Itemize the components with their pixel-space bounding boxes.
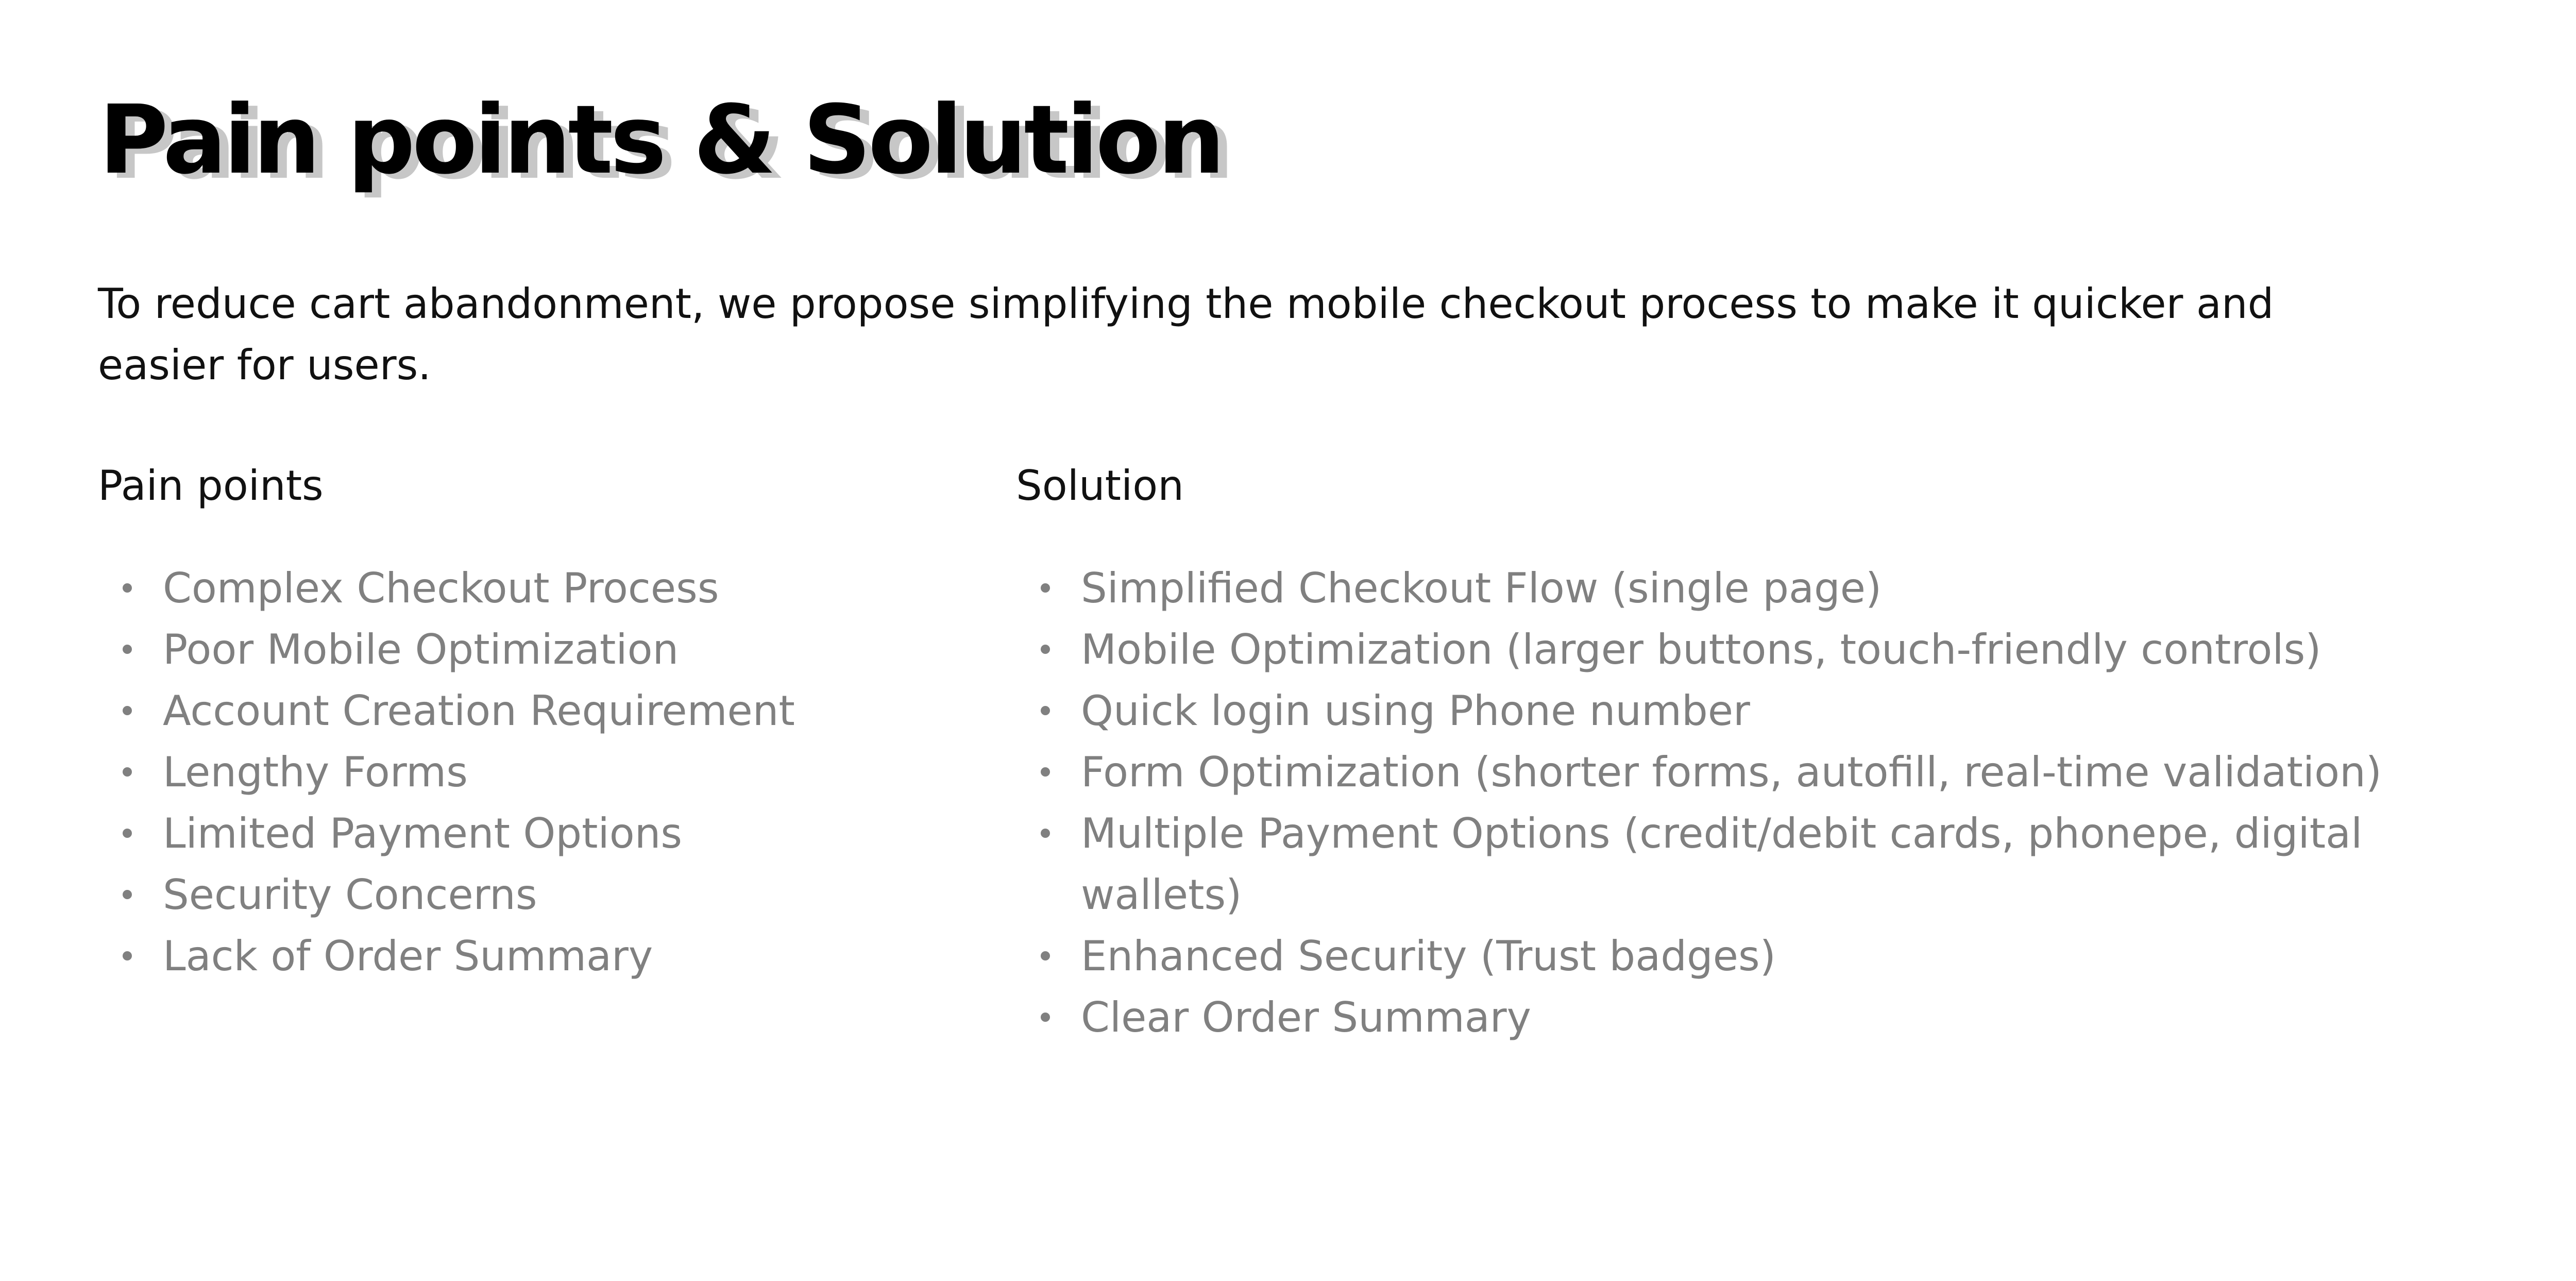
- list-item: [98, 741, 974, 803]
- list-item-text: Security Concerns: [163, 871, 537, 919]
- list-item-text: Account Creation Requirement: [163, 687, 795, 735]
- list-item: [98, 925, 974, 987]
- list-item: [98, 619, 974, 680]
- list-item-text: Complex Checkout Process: [163, 564, 719, 612]
- pain-points-heading: Pain points: [98, 462, 324, 510]
- list-item-text: Mobile Optimization (larger buttons, touch-friendly controls): [1081, 626, 2321, 673]
- intro-paragraph: To reduce cart abandonment, we propose simplifying the mobile checkout process to make it quicker and easier for users.: [98, 280, 2274, 389]
- list-item-text: Lack of Order Summary: [163, 932, 653, 980]
- list-item: [98, 680, 974, 741]
- list-item: [1016, 619, 2459, 680]
- bullet-icon: [123, 706, 132, 715]
- bullet-icon: [1041, 645, 1050, 654]
- solution-heading: Solution: [1016, 462, 1184, 510]
- bullet-icon: [123, 583, 132, 593]
- list-item-text: Quick login using Phone number: [1081, 687, 1750, 735]
- bullet-icon: [1041, 829, 1050, 838]
- list-item-text: Clear Order Summary: [1081, 993, 1532, 1041]
- bullet-icon: [123, 890, 132, 899]
- page-title: Pain points & Solution: [99, 85, 1222, 195]
- list-item: [1016, 680, 2459, 741]
- list-item: [1016, 558, 2459, 619]
- list-item-text: Form Optimization (shorter forms, autofill, real-time validation): [1081, 748, 2382, 796]
- list-item-text: Poor Mobile Optimization: [163, 626, 679, 673]
- bullet-icon: [1041, 583, 1050, 593]
- list-item: [98, 803, 974, 864]
- list-item: [1016, 803, 2459, 925]
- bullet-icon: [1041, 767, 1050, 777]
- list-item-text: Simplified Checkout Flow (single page): [1081, 564, 1882, 612]
- solution-list: [1016, 558, 2459, 1048]
- pain-points-column: [98, 458, 974, 987]
- bullet-icon: [123, 645, 132, 654]
- list-item-text: Multiple Payment Options (credit/debit cards, phonepe, digital wallets): [1081, 810, 2363, 919]
- bullet-icon: [1041, 1013, 1050, 1022]
- bullet-icon: [123, 767, 132, 777]
- list-item: [1016, 987, 2459, 1048]
- list-item-text: Limited Payment Options: [163, 810, 683, 857]
- bullet-icon: [1041, 951, 1050, 960]
- list-item-text: Enhanced Security (Trust badges): [1081, 932, 1776, 980]
- bullet-icon: [1041, 706, 1050, 715]
- list-item: [98, 558, 974, 619]
- bullet-icon: [123, 951, 132, 960]
- bullet-icon: [123, 829, 132, 838]
- list-item: [98, 864, 974, 925]
- pain-points-list: [98, 558, 974, 987]
- solution-column: [1016, 458, 2459, 1048]
- list-item: [1016, 925, 2459, 987]
- list-item: [1016, 741, 2459, 803]
- list-item-text: Lengthy Forms: [163, 748, 468, 796]
